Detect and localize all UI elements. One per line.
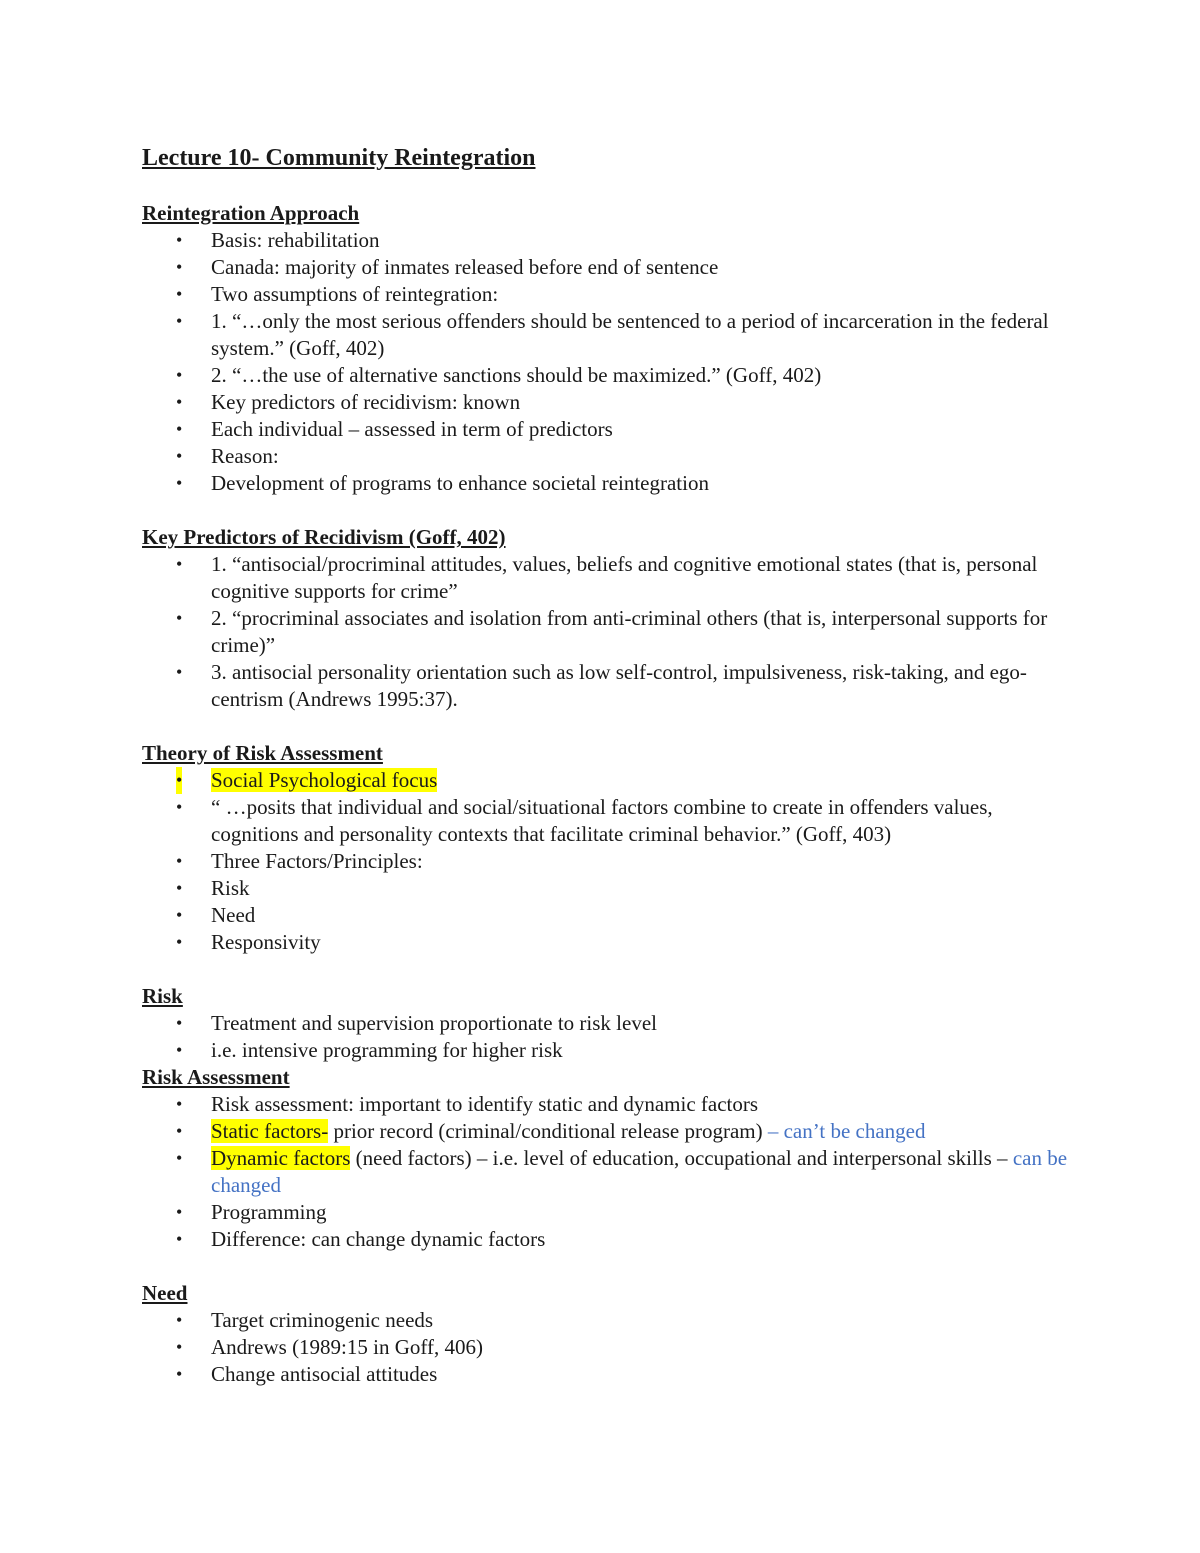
list-item: • i.e. intensive programming for higher risk <box>176 1038 563 1062</box>
list-item: • Three Factors/Principles: <box>176 849 423 873</box>
list-item: • “ …posits that individual and social/situational factors combine to create in offenders values, cognitions and personality contexts that facilitate criminal behavior.” (Goff, 403) <box>176 795 993 846</box>
list-item: • 1. “antisocial/procriminal attitudes, values, beliefs and cognitive emotional states (that is, personal cognitive supports for crime” <box>176 552 1038 603</box>
bullet-icon: • <box>176 446 183 466</box>
bullet-icon: • <box>176 1121 183 1141</box>
list-item-highlighted <box>142 767 1072 794</box>
section-heading-reintegration: Reintegration Approach <box>142 201 360 225</box>
section-heading-need: Need <box>142 1281 188 1305</box>
document-page <box>142 140 1072 1388</box>
bullet-icon: • <box>176 554 183 574</box>
bullet-icon: • <box>176 905 183 925</box>
need-list <box>142 1307 1072 1388</box>
list-item: • Two assumptions of reintegration: <box>176 282 499 306</box>
list-item: • Development of programs to enhance societal reintegration <box>176 471 709 495</box>
list-item: • 2. “procriminal associates and isolation from anti-criminal others (that is, interpersonal supports for crime)” <box>176 606 1048 657</box>
highlighted-text: Social Psychological focus <box>211 768 438 792</box>
bullet-icon: • <box>176 1310 183 1330</box>
section-heading-theory: Theory of Risk Assessment <box>142 741 383 765</box>
list-item: • Risk assessment: important to identify static and dynamic factors <box>176 1092 759 1116</box>
list-item: • Risk <box>176 876 250 900</box>
list-item: • Canada: majority of inmates released before end of sentence <box>176 255 719 279</box>
bullet-icon: • <box>176 1094 183 1114</box>
list-item: • Treatment and supervision proportionate to risk level <box>176 1011 657 1035</box>
list-item: • Programming <box>176 1200 327 1224</box>
list-item: • Basis: rehabilitation <box>176 228 380 252</box>
bullet-icon: • <box>176 1013 183 1033</box>
bullet-icon: • <box>176 851 183 871</box>
bullet-icon: • <box>176 419 183 439</box>
bullet-icon: • <box>176 392 183 412</box>
list-item-static-factors: • Static factors- prior record (criminal/conditional release program) – can’t be changed <box>176 1119 926 1143</box>
bullet-icon: • <box>176 932 183 952</box>
section-heading-risk-assessment: Risk Assessment <box>142 1065 290 1089</box>
predictors-list <box>142 551 1072 713</box>
risk-list <box>142 1010 1072 1064</box>
list-item: • Responsivity <box>176 930 321 954</box>
list-item: • Difference: can change dynamic factors <box>176 1227 546 1251</box>
page-title: Lecture 10- Community Reintegration <box>142 145 536 171</box>
bullet-icon: • <box>176 797 183 817</box>
blue-annotation: – can’t be changed <box>767 1119 926 1143</box>
bullet-icon: • <box>176 608 183 628</box>
list-item: • Target criminogenic needs <box>176 1308 434 1332</box>
list-item: • Reason: <box>176 444 279 468</box>
list-item: • 1. “…only the most serious offenders should be sentenced to a period of incarceration in the federal system.” (Goff, 402) <box>176 309 1049 360</box>
highlighted-text: Static factors- <box>211 1119 329 1143</box>
list-item: • Each individual – assessed in term of predictors <box>176 417 613 441</box>
bullet-icon: • <box>176 1337 183 1357</box>
bullet-icon: • <box>176 1148 183 1168</box>
reintegration-list <box>142 227 1072 497</box>
highlighted-text: Dynamic factors <box>211 1146 351 1170</box>
bullet-icon: • <box>176 365 183 385</box>
section-heading-predictors: Key Predictors of Recidivism (Goff, 402) <box>142 525 506 549</box>
section-heading-risk: Risk <box>142 984 183 1008</box>
list-item-dynamic-factors: • Dynamic factors (need factors) – i.e. level of education, occupational and interpersonal skills – can be changed <box>176 1146 1068 1197</box>
theory-list <box>142 767 1072 956</box>
list-item: • 2. “…the use of alternative sanctions should be maximized.” (Goff, 402) <box>176 363 822 387</box>
bullet-icon: • <box>176 1364 183 1384</box>
risk-assessment-list <box>142 1091 1072 1253</box>
list-item: • Change antisocial attitudes <box>176 1362 438 1386</box>
list-item: • 3. antisocial personality orientation such as low self-control, impulsiveness, risk-taking, and ego-centrism (Andrews 1995:37). <box>176 660 1027 711</box>
bullet-icon: • <box>176 1040 183 1060</box>
bullet-icon: • <box>176 284 183 304</box>
bullet-icon: • <box>176 473 183 493</box>
bullet-icon: • <box>176 1229 183 1249</box>
bullet-icon: • <box>176 767 182 794</box>
bullet-icon: • <box>176 311 183 331</box>
bullet-icon: • <box>176 257 183 277</box>
bullet-icon: • <box>176 230 183 250</box>
bullet-icon: • <box>176 878 183 898</box>
blue-annotation: can be changed <box>211 1146 1068 1197</box>
list-item: • Andrews (1989:15 in Goff, 406) <box>176 1335 483 1359</box>
bullet-icon: • <box>176 1202 183 1222</box>
list-item: • Key predictors of recidivism: known <box>176 390 521 414</box>
list-item: • Need <box>176 903 256 927</box>
bullet-icon: • <box>176 662 183 682</box>
